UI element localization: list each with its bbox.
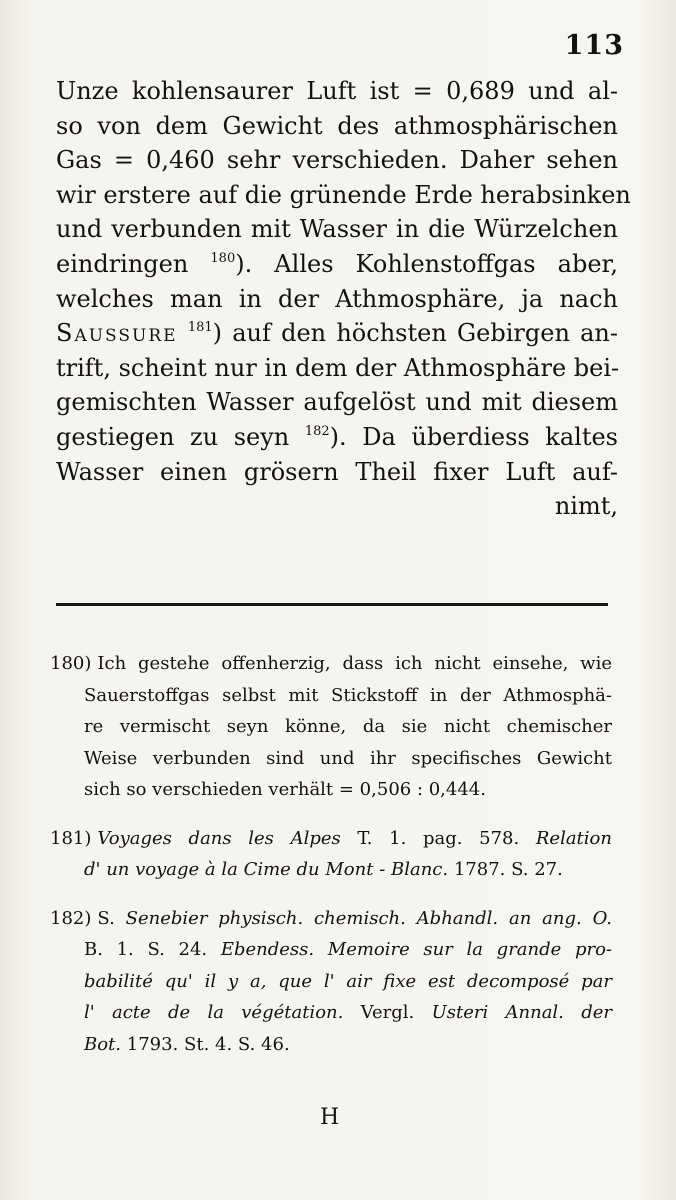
footnote-number: 181) bbox=[50, 827, 92, 849]
text-line: gemischten Wasser aufgelöst und mit diesem bbox=[56, 388, 618, 417]
printer-signature-mark: H bbox=[320, 1105, 340, 1130]
text-line: welches man in der Athmosphäre, ja nach bbox=[56, 284, 618, 313]
footnote-181 bbox=[50, 823, 612, 886]
footnote-182 bbox=[50, 903, 612, 1061]
footnote-text: Ich gestehe offenherzig, dass ich nicht einsehe, wie bbox=[97, 653, 612, 674]
citation-title: Voyages dans les Alpes bbox=[97, 827, 341, 849]
footnote-divider bbox=[56, 603, 608, 606]
citation-title: l' acte de la végétation. bbox=[84, 1002, 344, 1023]
text-fragment: eindringen bbox=[56, 249, 189, 278]
text-fragment: ). Da überdiess kaltes bbox=[329, 422, 618, 451]
author-name: Saussure bbox=[56, 319, 178, 348]
footnotes bbox=[50, 648, 612, 1077]
text-line bbox=[56, 247, 618, 282]
footnote-180 bbox=[50, 648, 612, 806]
footnote-number: 182) bbox=[50, 907, 92, 929]
text-line: Unze kohlensaurer Luft ist = 0,689 und al- bbox=[56, 77, 618, 105]
citation-ref: 1793. St. 4. S. 46. bbox=[126, 1033, 290, 1055]
text-line: nimt, bbox=[554, 492, 618, 521]
citation-title: Relation bbox=[535, 827, 612, 849]
page-number: 113 bbox=[564, 30, 624, 61]
main-text bbox=[56, 74, 631, 524]
footnote-number: 180) bbox=[50, 653, 92, 674]
footnote-text: re vermischt seyn könne, da sie nicht chemischer bbox=[84, 716, 612, 737]
citation-title: d' un voyage à la Cime du Mont - Blanc. bbox=[84, 859, 449, 880]
text-line: Wasser einen grösern Theil fixer Luft auf- bbox=[56, 457, 618, 486]
footnote-text: Weise verbunden sind und ihr specifisches Gewicht bbox=[84, 747, 612, 769]
citation-title: Bot. bbox=[84, 1033, 122, 1055]
citation-title: Ebendess. Memoire sur la grande pro- bbox=[220, 939, 613, 960]
text-line: trift, scheint nur in dem der Athmosphäre bei- bbox=[56, 353, 620, 382]
citation-title: Senebier physisch. chemisch. Abhandl. an ang. O. bbox=[125, 907, 612, 929]
text-line: Gas = 0,460 sehr verschieden. Daher sehen bbox=[56, 146, 618, 175]
citation-title: babilité qu' il y a, que l' air fixe est decomposé par bbox=[84, 970, 612, 992]
footnote-ref-181: 181 bbox=[187, 320, 213, 336]
citation-title: Usteri Annal. der bbox=[431, 1002, 612, 1023]
text-line: so von dem Gewicht des athmosphärischen bbox=[56, 111, 618, 140]
text-line: wir erstere auf die grünende Erde herabsinken bbox=[56, 180, 631, 209]
text-line bbox=[56, 316, 618, 351]
text-fragment: ) auf den höchsten Gebirgen an- bbox=[212, 319, 618, 348]
text-line: und verbunden mit Wasser in die Würzelchen bbox=[56, 215, 618, 244]
footnote-ref-182: 182 bbox=[304, 423, 330, 439]
footnote-text: Sauerstoffgas selbst mit Stickstoff in der Athmosphä- bbox=[84, 684, 612, 706]
footnote-text: sich so verschieden verhält = 0,506 : 0,444. bbox=[84, 779, 486, 800]
footnote-ref-180: 180 bbox=[210, 250, 236, 266]
citation-ref: T. 1. pag. 578. bbox=[357, 827, 520, 849]
citation-ref: S. bbox=[97, 907, 115, 929]
citation-ref: B. 1. S. 24. bbox=[84, 939, 208, 960]
citation-ref: Vergl. bbox=[360, 1002, 415, 1023]
text-fragment: ). Alles Kohlenstoffgas aber, bbox=[235, 249, 618, 278]
text-fragment: gestiegen zu seyn bbox=[56, 422, 290, 451]
citation-ref: 1787. S. 27. bbox=[453, 859, 563, 880]
text-line bbox=[56, 420, 618, 455]
